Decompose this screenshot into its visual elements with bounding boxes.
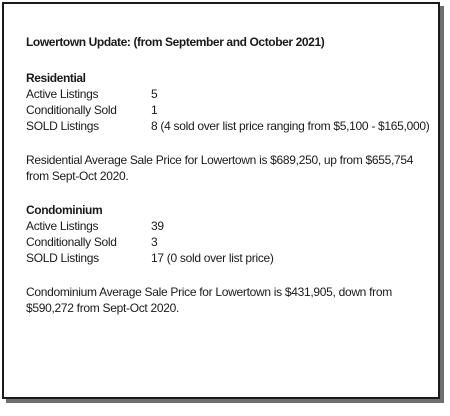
residential-active-label: Active Listings: [26, 87, 99, 101]
residential-sold-label: SOLD Listings: [26, 119, 99, 133]
condominium-section: [26, 202, 430, 316]
condominium-conditional-value: 3: [151, 235, 158, 249]
condominium-summary: Condominium Average Sale Price for Lowertown is $431,905, down from $590,272 from Sept-Oct 2020.: [26, 285, 392, 315]
update-panel: [2, 2, 440, 399]
condominium-active-row: [26, 218, 430, 234]
residential-conditional-label: Conditionally Sold: [26, 103, 117, 117]
update-title: Lowertown Update: (from September and October 2021): [26, 35, 325, 49]
residential-active-row: [26, 86, 430, 102]
residential-sold-value: 8 (4 sold over list price ranging from $5,100 - $165,000): [151, 119, 430, 133]
condominium-sold-value: 17 (0 sold over list price): [151, 251, 274, 265]
residential-summary: Residential Average Sale Price for Lowertown is $689,250, up from $655,754 from Sept-Oct 2020.: [26, 153, 414, 183]
condominium-heading: Condominium: [26, 203, 103, 217]
condominium-conditional-label: Conditionally Sold: [26, 235, 117, 249]
condominium-conditional-row: [26, 234, 430, 250]
residential-conditional-value: 1: [151, 103, 158, 117]
section-spacer: [26, 184, 430, 202]
condominium-active-value: 39: [151, 219, 164, 233]
condominium-active-label: Active Listings: [26, 219, 99, 233]
residential-conditional-row: [26, 102, 430, 118]
condominium-sold-row: [26, 250, 430, 266]
residential-heading: Residential: [26, 71, 86, 85]
update-content: [26, 34, 430, 316]
residential-active-value: 5: [151, 87, 158, 101]
condominium-sold-label: SOLD Listings: [26, 251, 99, 265]
residential-sold-row: [26, 118, 430, 134]
residential-section: [26, 70, 430, 184]
